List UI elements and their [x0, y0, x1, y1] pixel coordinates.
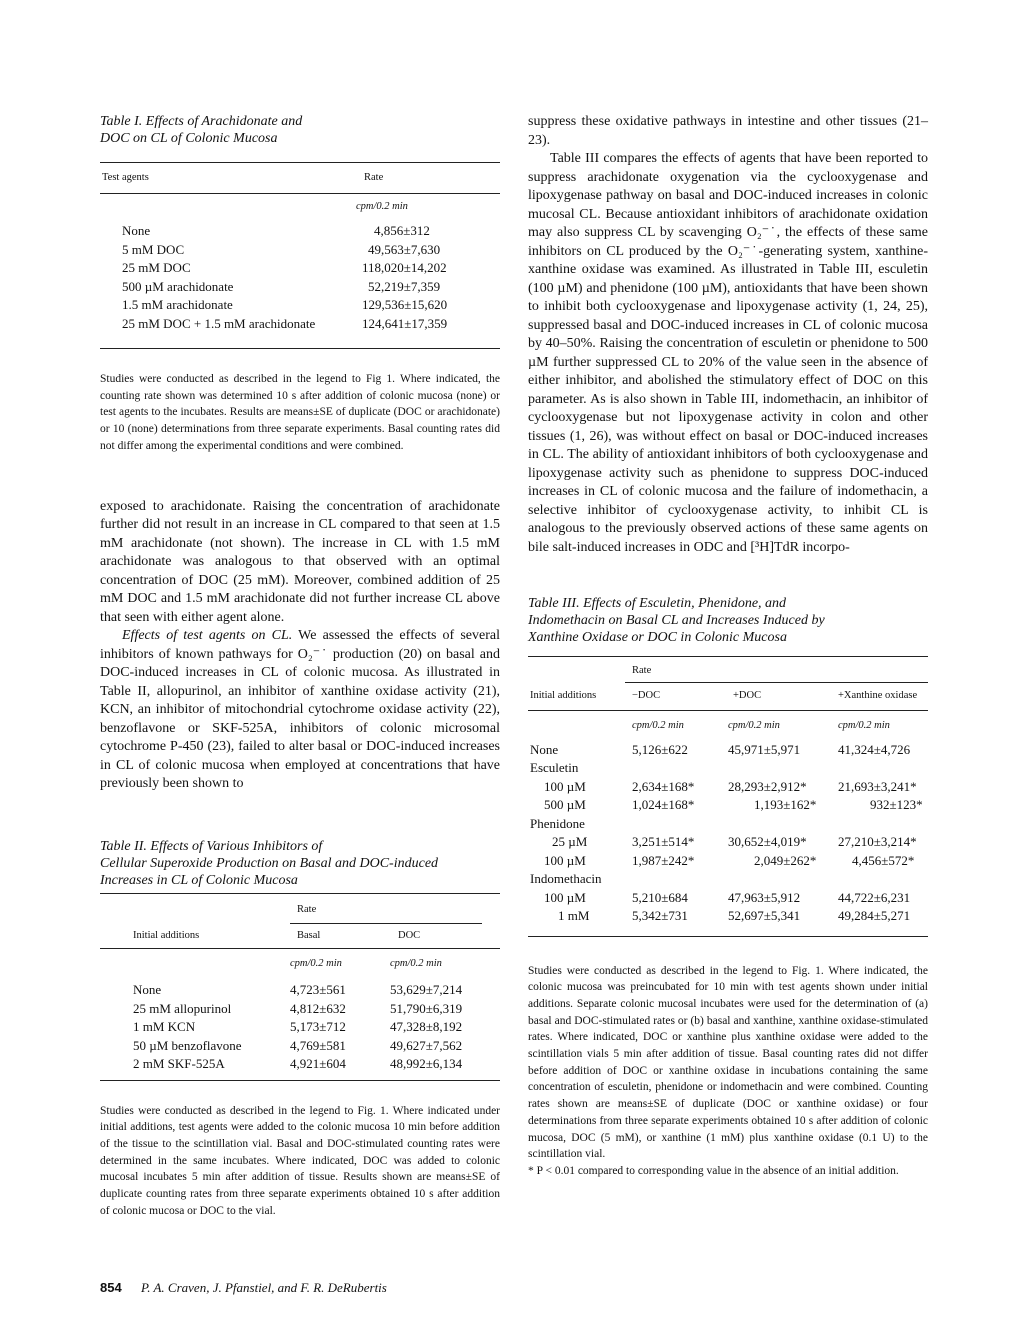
table-row	[100, 981, 500, 1000]
table-3-plus-doc-value	[728, 870, 832, 889]
table-1-agent: 500 µM arachidonate	[122, 278, 234, 294]
right-body-text	[528, 113, 928, 557]
table-3-minus-doc-value	[632, 759, 728, 778]
superoxide-symbol: O₂⁻˙	[746, 225, 777, 240]
table-3-footnote: Studies were conducted as described in the legend to Fig. 1. Where indicated, the colonic mucosa was preincubated for 10 min with test agents shown under initial additions. Separate colonic mucosal incubates were used for the determination of (a) basal and DOC-stimulated rates or (b) basal and xanthine, xanthine oxidase-stimulated rates. Where indicated, DOC or xanthine plus xanthine oxidase were added to the scintillation vials 5 min after addition of tissue. Basal counting rates did not differ before addition of DOC or xanthine oxidase in incubations containing the same concentration of esculetin, phenidone or indomethacin and were combined. Counting rates shown are means±SE of duplicate (DOC or xanthine oxidase) or four determinations from three separate experiments obtained 10 s after addition of colonic mucosa, DOC (5 mM), or xanthine (1 mM) plus xanthine oxidase (0.1 U) to the scintillation vial.	[528, 964, 928, 1161]
table-row	[528, 741, 928, 760]
table-3-header-minus-doc: −DOC	[632, 690, 661, 701]
table-3-plus-doc-value: 1,193±162*	[754, 797, 817, 812]
table-1-body	[100, 194, 500, 334]
table-3-plus-doc-value: 47,963±5,912	[728, 889, 801, 905]
table-2-header-initial: Initial additions	[133, 929, 200, 941]
table-3-minus-doc-value	[632, 870, 728, 889]
left-column	[100, 113, 500, 1219]
table-1-rate: 118,020±14,202	[362, 260, 447, 275]
table-2-caption	[100, 838, 500, 889]
table-3-minus-doc-value: 5,342±731	[632, 908, 688, 923]
table-1-caption-line: Table I. Effects of Arachidonate and	[100, 114, 303, 129]
table-2	[100, 838, 500, 1220]
table-3-label: 500 µM	[544, 797, 586, 812]
table-row	[100, 315, 500, 334]
body-text: -generating system, xanthine-xanthine oxidase was examined. As illustrated in Table III, esculetin (100 µM) and phenidone (100 µM), antioxidants that have been shown to inhibit both cyclooxygenase and lipoxygenase activity (1, 24, 25), suppressed basal and DOC-induced increases in CL of colonic mucosa by 40–50%. Raising the concentration of esculetin or phenidone to 500 µM further suppressed CL to 20% of the value seen in the absence of either inhibitor, and abolished the stimulatory effect of DOC on this parameter. As is also shown in Table III, indomethacin, an inhibitor of cyclooxygenase but not lipoxygenase activity in colon and other tissues (1, 26), was without effect on basal or DOC-induced increases in CL. The ability of antioxidant inhibitors of both cyclooxygenase and lipoxygenase activity such as phenidone to suppress DOC-induced increases in CL of colonic mucosa and the failure of indomethacin, a selective inhibitor of cyclooxygenase activity, to inhibit CL is analogous to the previously observed actions of these same agents on bile salt-induced increases in ODC and [³H]TdR incorpo-	[528, 243, 928, 555]
table-3-label: Phenidone	[530, 815, 585, 831]
table-3-minus-doc-value: 5,126±622	[632, 741, 688, 757]
page-footer	[100, 1280, 387, 1296]
page-number: 854	[100, 1280, 122, 1295]
table-3-label: 100 µM	[544, 778, 586, 794]
body-paragraph: suppress these oxidative pathways in intestine and other tissues (21–23).	[528, 114, 928, 148]
table-2-doc: 53,629±7,214	[390, 982, 463, 998]
table-3-caption-line: Xanthine Oxidase or DOC in Colonic Mucosa	[528, 630, 787, 645]
table-3-plus-doc-value: 2,049±262*	[754, 852, 817, 868]
table-3-label: None	[530, 741, 559, 757]
table-3-label: Esculetin	[530, 760, 579, 775]
table-row	[528, 815, 928, 834]
table-row	[528, 870, 928, 889]
table-3-unit: cpm/0.2 min	[632, 720, 684, 731]
table-1-footnote: Studies were conducted as described in the legend to Fig 1. Where indicated, the counting rate shown was determined 10 s after addition of colonic mucosa (none) or test agents to the incubates. Results are means±SE of duplicate (DOC or arachidonate) or 10 (none) determinations from three separate experiments. Basal counting rates did not differ among the experimental conditions and were combined.	[100, 373, 500, 452]
table-2-basal: 4,769±581	[290, 1037, 346, 1053]
table-1-agent: 5 mM DOC	[122, 241, 185, 257]
table-2-header-basal: Basal	[297, 929, 321, 941]
table-1-caption-line: DOC on CL of Colonic Mucosa	[100, 131, 278, 146]
table-2-agent: None	[133, 982, 162, 998]
table-row	[528, 796, 928, 815]
table-2-footnote: Studies were conducted as described in the legend to Fig. 1. Where indicated under initial additions, test agents were added to the colonic mucosa 10 min before addition of the tissue to the scintillation vial. Basal and DOC-stimulated counting rates were determined in the same incubates. Where indicated, DOC was added to colonic mucosal incubates 5 min after addition of tissue. Results shown are means±SE of duplicate counting rates from three separate experiments obtained 10 s after addition of colonic mucosa or DOC to the vial.	[100, 1104, 500, 1217]
section-heading: Effects of test agents on CL.	[122, 628, 293, 644]
table-2-header	[100, 894, 500, 946]
table-3-xo-value: 27,210±3,214*	[838, 834, 917, 849]
table-2-doc: 48,992±6,134	[390, 1056, 463, 1072]
table-2-unit: cpm/0.2 min	[290, 957, 342, 969]
table-3-plus-doc-value: 30,652±4,019*	[728, 834, 807, 849]
table-1-header-agents: Test agents	[102, 172, 149, 183]
body-paragraph	[100, 627, 500, 794]
table-1-rate: 52,219±7,359	[368, 278, 441, 294]
table-3-minus-doc-value: 3,251±514*	[632, 834, 695, 849]
table-3-plus-doc-value	[728, 759, 832, 778]
table-3-xo-value	[832, 815, 928, 834]
table-1-grid	[100, 169, 500, 188]
table-3-caption-line: Table III. Effects of Esculetin, Phenidone, and	[528, 596, 787, 611]
left-body-text	[100, 498, 500, 794]
table-row	[100, 1055, 500, 1074]
table-row	[100, 1037, 500, 1056]
table-row	[528, 852, 928, 871]
table-row	[100, 241, 500, 260]
table-2-basal: 5,173±712	[290, 1019, 346, 1035]
table-2-unit: cpm/0.2 min	[390, 957, 442, 969]
table-2-doc: 51,790±6,319	[390, 1000, 463, 1016]
table-1-rate: 124,641±17,359	[362, 315, 448, 331]
table-1-rate: 129,536±15,620	[362, 297, 448, 312]
table-3-header-plus-doc: +DOC	[733, 690, 762, 701]
table-2-header-rate: Rate	[297, 903, 317, 915]
table-3-minus-doc-value	[632, 815, 728, 834]
table-2-bottom-rule	[100, 1080, 500, 1081]
body-text: We assessed the effects of several inhibitors of known pathways for	[100, 628, 500, 662]
body-text: Table III compares the effects of agents that have been reported to suppress arachidonate oxygenation via the cyclooxygenase and lipoxygenase pathway on basal and DOC-induced increases in colonic mucosal CL. Because antioxidant inhibitors of arachidonate oxidation may also suppress CL by scavenging	[528, 151, 928, 240]
table-3-label: 25 µM	[552, 834, 588, 849]
table-3-xo-value: 44,722±6,231	[838, 889, 911, 905]
table-3-xo-value	[832, 870, 928, 889]
table-row	[528, 759, 928, 778]
table-2-caption-line: Increases in CL of Colonic Mucosa	[100, 872, 298, 888]
table-3-xo-value: 49,284±5,271	[838, 908, 911, 923]
table-1-agent: None	[122, 223, 151, 238]
body-text: , the effects of these same inhibitors on CL produced by the	[528, 225, 928, 259]
table-3-minus-doc-value: 1,024±168*	[632, 797, 695, 812]
table-3-header-initial: Initial additions	[530, 690, 597, 701]
table-3-xo-value: 4,456±572*	[852, 852, 915, 868]
running-authors: P. A. Craven, J. Pfanstiel, and F. R. DeRubertis	[140, 1280, 387, 1295]
table-3-plus-doc-value: 52,697±5,341	[728, 908, 801, 923]
table-1-agent: 25 mM DOC	[122, 260, 191, 275]
table-3-plus-doc-value	[728, 815, 832, 834]
table-1-unit: cpm/0.2 min	[356, 200, 408, 212]
table-2-agent: 2 mM SKF-525A	[133, 1056, 225, 1072]
table-3-minus-doc-value: 1,987±242*	[632, 852, 695, 868]
table-1-top-rule	[100, 162, 500, 163]
table-2-body	[100, 949, 500, 1074]
table-3-rate-rule	[625, 682, 928, 683]
table-row	[100, 222, 500, 241]
table-row	[100, 1000, 500, 1019]
table-2-basal: 4,812±632	[290, 1000, 346, 1016]
table-1-bottom-rule	[100, 348, 500, 349]
table-3-body	[528, 711, 928, 926]
table-2-caption-line: Cellular Superoxide Production on Basal and DOC-induced	[100, 855, 439, 871]
table-1-agent: 25 mM DOC + 1.5 mM arachidonate	[122, 315, 316, 331]
table-3-minus-doc-value: 2,634±168*	[632, 778, 695, 794]
table-1-agent: 1.5 mM arachidonate	[122, 297, 233, 312]
body-paragraph	[528, 150, 928, 557]
table-3-label: 100 µM	[544, 852, 586, 868]
table-1-header-rate: Rate	[364, 172, 384, 183]
table-row	[528, 889, 928, 908]
table-row	[100, 1018, 500, 1037]
table-3-caption-line: Indomethacin on Basal CL and Increases Induced by	[528, 613, 825, 628]
table-3-label: Indomethacin	[530, 871, 602, 886]
table-2-header-doc: DOC	[398, 929, 421, 941]
table-row	[528, 778, 928, 797]
table-3-header-rate: Rate	[632, 665, 652, 676]
superoxide-symbol: O₂⁻˙	[727, 243, 759, 259]
table-3-header-xanthine-oxidase: +Xanthine oxidase	[838, 690, 918, 701]
table-2-basal: 4,723±561	[290, 982, 346, 998]
table-3-plus-doc-value: 45,971±5,971	[728, 741, 801, 757]
table-3-xo-value	[832, 759, 928, 778]
table-row	[100, 259, 500, 278]
table-2-agent: 1 mM KCN	[133, 1019, 196, 1035]
body-paragraph: exposed to arachidonate. Raising the concentration of arachidonate further did not result in an increase in CL compared to that seen at 1.5 mM arachidonate (not shown). The increase in CL with 1.5 mM arachidonate was analogous to that observed with an optimal concentration of DOC (25 mM). Moreover, combined addition of 25 mM DOC and 1.5 mM arachidonate did not further increase CL above that seen with either agent alone.	[100, 498, 500, 625]
table-row	[100, 296, 500, 315]
table-3-header	[528, 657, 928, 705]
body-text: production (20) on basal and DOC-induced increases in CL of colonic mucosa. As illustrated in Table II, allopurinol, an inhibitor of xanthine oxidase activity (21), KCN, an inhibitor of mitochondrial cytochrome oxidase activity (22), benzoflavone or SKF-525A, inhibitors of colonic microsomal cytochrome P-450 (23), failed to alter basal or DOC-induced increases in CL of colonic mucosa when employed at concentrations that have previously been shown to	[100, 646, 500, 792]
table-1	[100, 113, 500, 455]
table-2-agent: 25 mM allopurinol	[133, 1000, 232, 1016]
table-3-xo-value: 41,324±4,726	[838, 741, 911, 757]
table-3-plus-doc-value: 28,293±2,912*	[728, 778, 807, 794]
table-3-caption	[528, 595, 928, 646]
table-3-unit: cpm/0.2 min	[838, 720, 890, 731]
table-2-doc: 49,627±7,562	[390, 1037, 463, 1053]
table-3-label: 1 mM	[558, 908, 590, 923]
table-3	[528, 595, 928, 1180]
table-1-caption	[100, 113, 500, 147]
table-2-basal: 4,921±604	[290, 1056, 346, 1072]
table-2-doc: 47,328±8,192	[390, 1019, 463, 1035]
table-3-unit: cpm/0.2 min	[728, 720, 780, 731]
table-2-rate-rule	[290, 923, 482, 924]
table-3-xo-value: 21,693±3,241*	[838, 778, 917, 794]
table-2-agent: 50 µM benzoflavone	[133, 1037, 242, 1053]
table-3-minus-doc-value: 5,210±684	[632, 889, 688, 905]
table-row	[100, 278, 500, 297]
table-3-label: 100 µM	[544, 889, 586, 905]
table-3-xo-value: 932±123*	[870, 797, 923, 812]
table-3-footnote-significance: * P < 0.01 compared to corresponding value in the absence of an initial addition.	[528, 1164, 899, 1177]
table-1-rate: 4,856±312	[374, 223, 430, 238]
table-row	[528, 907, 928, 926]
table-2-caption-line: Table II. Effects of Various Inhibitors of	[100, 838, 323, 854]
table-3-bottom-rule	[528, 936, 928, 937]
superoxide-symbol: O₂⁻˙	[297, 646, 328, 662]
table-row	[528, 833, 928, 852]
table-1-rate: 49,563±7,630	[368, 241, 441, 257]
right-column	[528, 113, 928, 1180]
